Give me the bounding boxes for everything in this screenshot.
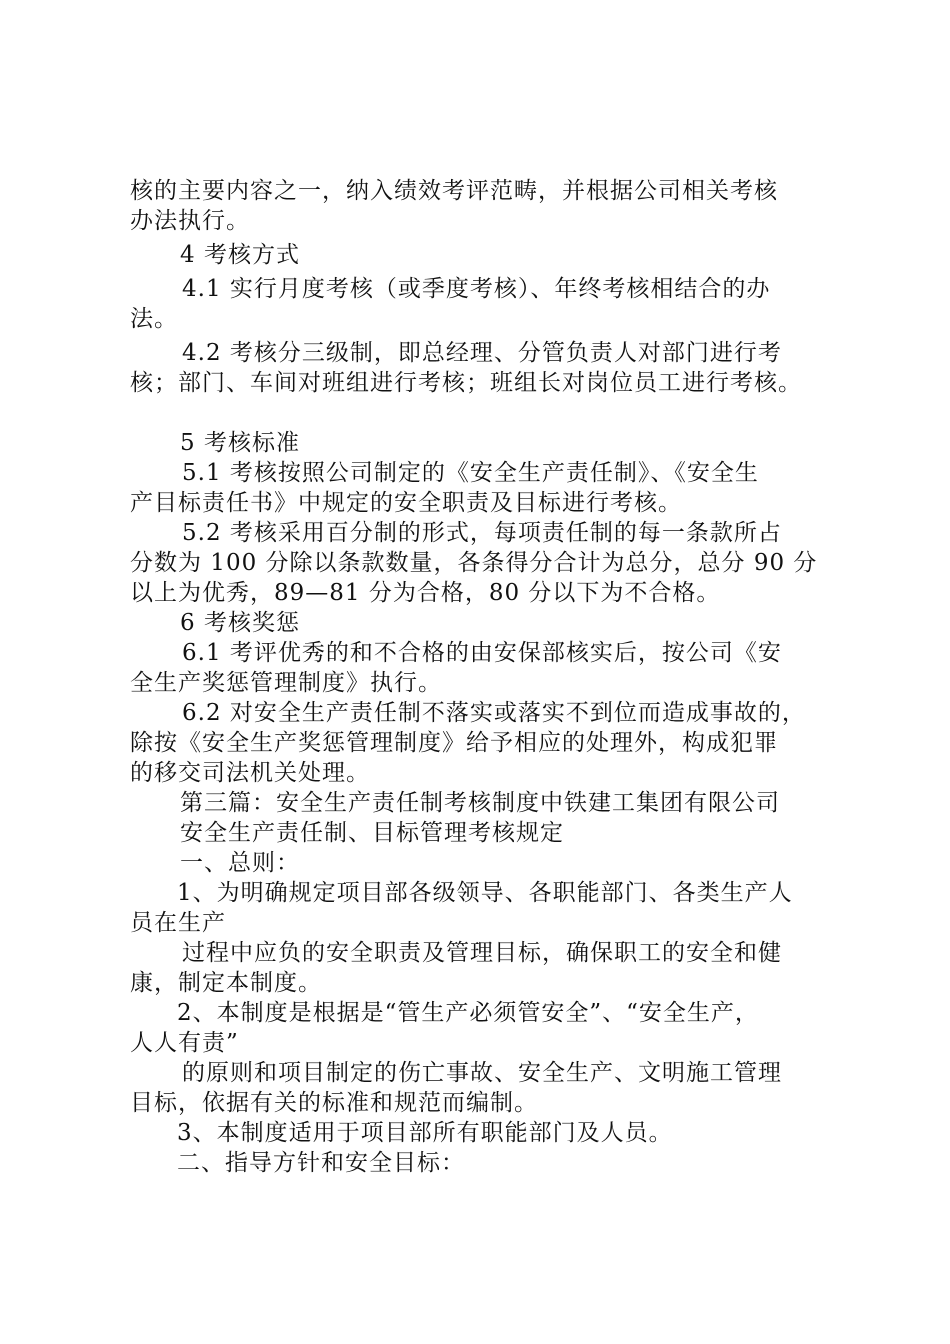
text-line: 全生产奖惩管理制度》执行。 (130, 670, 442, 696)
text-line: 除按《安全生产奖惩管理制度》给予相应的处理外，构成犯罪 (130, 730, 778, 756)
text-line: 过程中应负的安全职责及管理目标，确保职工的安全和健 (182, 940, 782, 966)
document-body (130, 176, 840, 1178)
text-line: 员在生产 (130, 910, 226, 936)
text-line: 法。 (130, 306, 178, 332)
text-line: 5.2 考核采用百分制的形式，每项责任制的每一条款所占 (182, 520, 782, 546)
section-heading: 6 考核奖惩 (180, 610, 300, 636)
text-line: 6.1 考评优秀的和不合格的由安保部核实后，按公司《安 (182, 640, 782, 666)
text-line: 分数为 100 分除以条款数量，各条得分合计为总分，总分 90 分 (130, 550, 818, 576)
section-heading: 5 考核标准 (180, 430, 300, 456)
text-line: 核的主要内容之一，纳入绩效考评范畴，并根据公司相关考核 (130, 178, 778, 204)
text-line: 办法执行。 (130, 208, 250, 234)
text-line: 5.1 考核按照公司制定的《安全生产责任制》、《安全生 (182, 460, 759, 486)
section-heading: 二、指导方针和安全目标： (177, 1150, 465, 1176)
text-line: 核；部门、车间对班组进行考核；班组长对岗位员工进行考核。 (130, 370, 802, 396)
text-line: 2、本制度是根据是“管生产必须管安全”、“安全生产， (177, 1000, 759, 1026)
text-line: 以上为优秀，89—81 分为合格，80 分以下为不合格。 (130, 580, 721, 606)
text-line: 康，制定本制度。 (130, 970, 322, 996)
text-line: 4.2 考核分三级制，即总经理、分管负责人对部门进行考 (182, 340, 782, 366)
section-heading: 一、总则： (180, 850, 300, 876)
text-line: 的原则和项目制定的伤亡事故、安全生产、文明施工管理 (182, 1060, 782, 1086)
chapter-title: 第三篇：安全生产责任制考核制度中铁建工集团有限公司 (180, 790, 780, 816)
text-line: 产目标责任书》中规定的安全职责及目标进行考核。 (130, 490, 682, 516)
text-line: 的移交司法机关处理。 (130, 760, 370, 786)
document-title: 安全生产责任制、目标管理考核规定 (180, 820, 564, 846)
text-line: 6.2 对安全生产责任制不落实或落实不到位而造成事故的， (182, 700, 806, 726)
section-heading: 4 考核方式 (180, 242, 300, 268)
text-line: 目标，依据有关的标准和规范而编制。 (130, 1090, 538, 1116)
text-line: 3、本制度适用于项目部所有职能部门及人员。 (177, 1120, 673, 1146)
text-line: 4.1 实行月度考核（或季度考核）、年终考核相结合的办 (182, 276, 771, 302)
text-line: 1、为明确规定项目部各级领导、各职能部门、各类生产人 (177, 880, 793, 906)
text-line: 人人有责” (130, 1030, 239, 1056)
